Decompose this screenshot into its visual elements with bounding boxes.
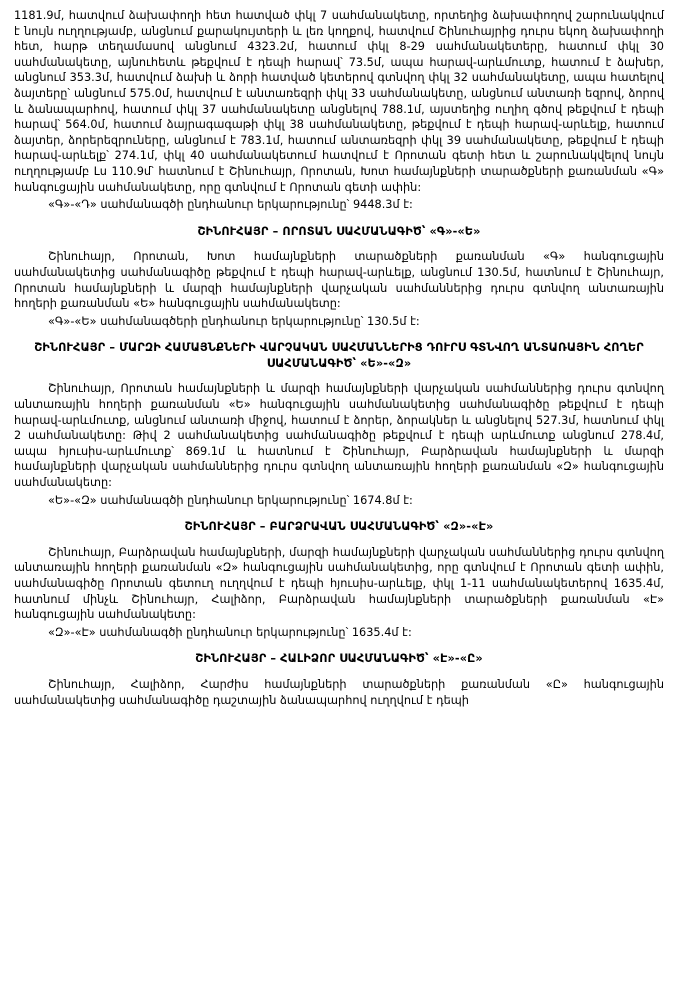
boundary-length-note: «Գ»-«Դ» սահմանագծի ընդհանուր երկարությունը՝ 9448.3մ է: [48, 198, 413, 212]
boundary-length-note: «Զ»-«Է» սահմանագծի ընդհանուր երկարությունը՝ 1635.4մ է: [48, 625, 412, 639]
section-heading: ՇԻՆՈՒՀԱՅՐ – ՄԱՐԶԻ ՀԱՄԱՅՆՔՆԵՐԻ ՎԱՐՉԱԿԱՆ ՍԱՀՄԱՆՆԵՐԻՑ ԴՈՒՐՍ ԳՏՆՎՈՂ ԱՆՏԱՌԱՅԻՆ ՀՈՂԵՐ ՍԱՀՄԱՆԱԳԻԾ՝ «Ե»-«Զ» [34, 341, 644, 370]
section-heading: ՇԻՆՈՒՀԱՅՐ – ՀԱԼԻՁՈՐ ՍԱՀՄԱՆԱԳԻԾ՝ «Է»-«Ը» [195, 652, 483, 666]
paragraph-text: Շինուհայր, Բարձրավան համայնքների, մարզի համայնքների վարչական սահմաններից դուրս գտնվող անտառային հողերի քառանման «Զ» հանգուցային սահմանակետից, որը գտնվում է Որոտան գետի ափին, սահմանագիծը Որոտան գետուղ ուղղվում է դեպի հյուսիս-արևելք, փկլ 1-11 սահմանակետերով 1635.4մ, հատնում մինչև Շինուհայր, Հալիձոր, Բարձրավան համայնքների տարածքների քառանման «Է» հանգուցային սահմանակետը: [14, 545, 664, 622]
paragraph-text: Շինուհայր, Որոտան համայնքների և մարզի համայնքների վարչական սահմաններից դուրս գտնվող անտառային հողերի քառանման «Ե» հանգուցային սահմանակետից սահմանագիծը թեքվում է դեպի հարավ-արևմուտք, անցնում անտառի միջով, հատում է ձորեր, ձորակներ և անցնելով 527.3մ, հատնում փկլ 2 սահմանակետը: Թիվ 2 սահմանակետից սահմանագիծը թեքվում է դեպի արևմուտք անցնում 278.4մ, ապա հյուսիս-արևմուտք՝ 869.1մ և հատնում է Շինուհայր, Բարձրավան համայնքների և մարզի համայնքների վարչական սահմաններից դուրս գտնվող անտառային հողերի քառանման «Զ» հանգուցային սահմանակետը: [14, 382, 664, 490]
section-heading: ՇԻՆՈՒՀԱՅՐ – ԲԱՐՁՐԱՎԱՆ ՍԱՀՄԱՆԱԳԻԾ՝ «Զ»-«Է» [184, 520, 494, 534]
section-heading: ՇԻՆՈՒՀԱՅՐ – ՈՐՈՏԱՆ ՍԱՀՄԱՆԱԳԻԾ՝ «Գ»-«Ե» [197, 224, 481, 238]
paragraph-text: 1181.9մ, հատվում ձախափողի հետ հատված փկլ 7 սահմանակետը, որտեղից ձախափողով շարունակվում է նույն ուղղությամբ, անցնում քարակույտերի և լեռ կողքով, հատվում Շինուհայրից դուրս եկող ձախափողի հետ, հարթ տեղամասով անցնում 4323.2մ, հատում փկլ 8-29 սահմանակետերը, հատում փկլ 30 սահմանակետը, այնուհետև թեքվում է դեպի հարավ՝ 73.5մ, ապա հարավ-արևմուտք, հատում է ձախեր, անցնում 353.3մ, հատվում ձախի և ձորի հատված կետերով գտնվող փկլ 32 սահմանակետը, ապա հատելով ձայտերը՝ անցնում 575.0մ, հատվում է անտառեզրի փկլ 33 սահմանակետը, անցնում անտառի եզրով, ձորով և ձանապարհով, հատում փկլ 37 սահմանակետը անցնելով 788.1մ, այստեղից ուղիղ գծով թեքվում է դեպի հարավ՝ 564.0մ, հատում ձայրագագաթի փկլ 38 սահմանակետը, թեքվում է դեպի հարավ-արևելք, հատում ձայտեր, ձորերեզրուները, անցնում է 783.1մ, հատում անտառեզրի փկլ 39 սահմանակետը, թեքվում է դեպի հարավ-արևելք՝ 274.1մ, փկլ 40 սահմանակետում հատվում է Որոտան գետի հետ և շարունակվելով նույն ուղղությամբ Լս 110.9մ՝ հատնում է Շինուհայր, Որոտան, Խոտ համայնքների տարածքների քառանման «Գ» հանգուցային սահմանակետը, որը գտնվում է Որոտան գետի ափին: [14, 9, 664, 194]
paragraph-text: Շինուհայր, Հալիձոր, Հարժիս համայնքների տարածքների քառանման «Ը» հանգուցային սահմանակետից սահմանագիծը դաշտային ձանապարհով ուղղվում է դեպի [14, 677, 664, 707]
boundary-length-note: «Ե»-«Զ» սահմանագծի ընդհանուր երկարությունը՝ 1674.8մ է: [48, 493, 413, 507]
paragraph-text: Շինուհայր, Որոտան, Խոտ համայնքների տարածքների քառանման «Գ» հանգուցային սահմանակետից սահմանագիծը թեքվում է դեպի հարավ-արևելք, անցնում 130.5մ, հատնում է Շինուհայր, Որոտան համայնքների և մարզի համայնքների վարչական սահմաններից դուրս գտնվող անտառային հողերի քառանման «Ե» հանգուցային սահմանակետը: [14, 250, 664, 311]
boundary-length-note: «Գ»-«Ե» սահմանագծերի ընդհանուր երկարությունը՝ 130.5մ է: [48, 314, 420, 328]
